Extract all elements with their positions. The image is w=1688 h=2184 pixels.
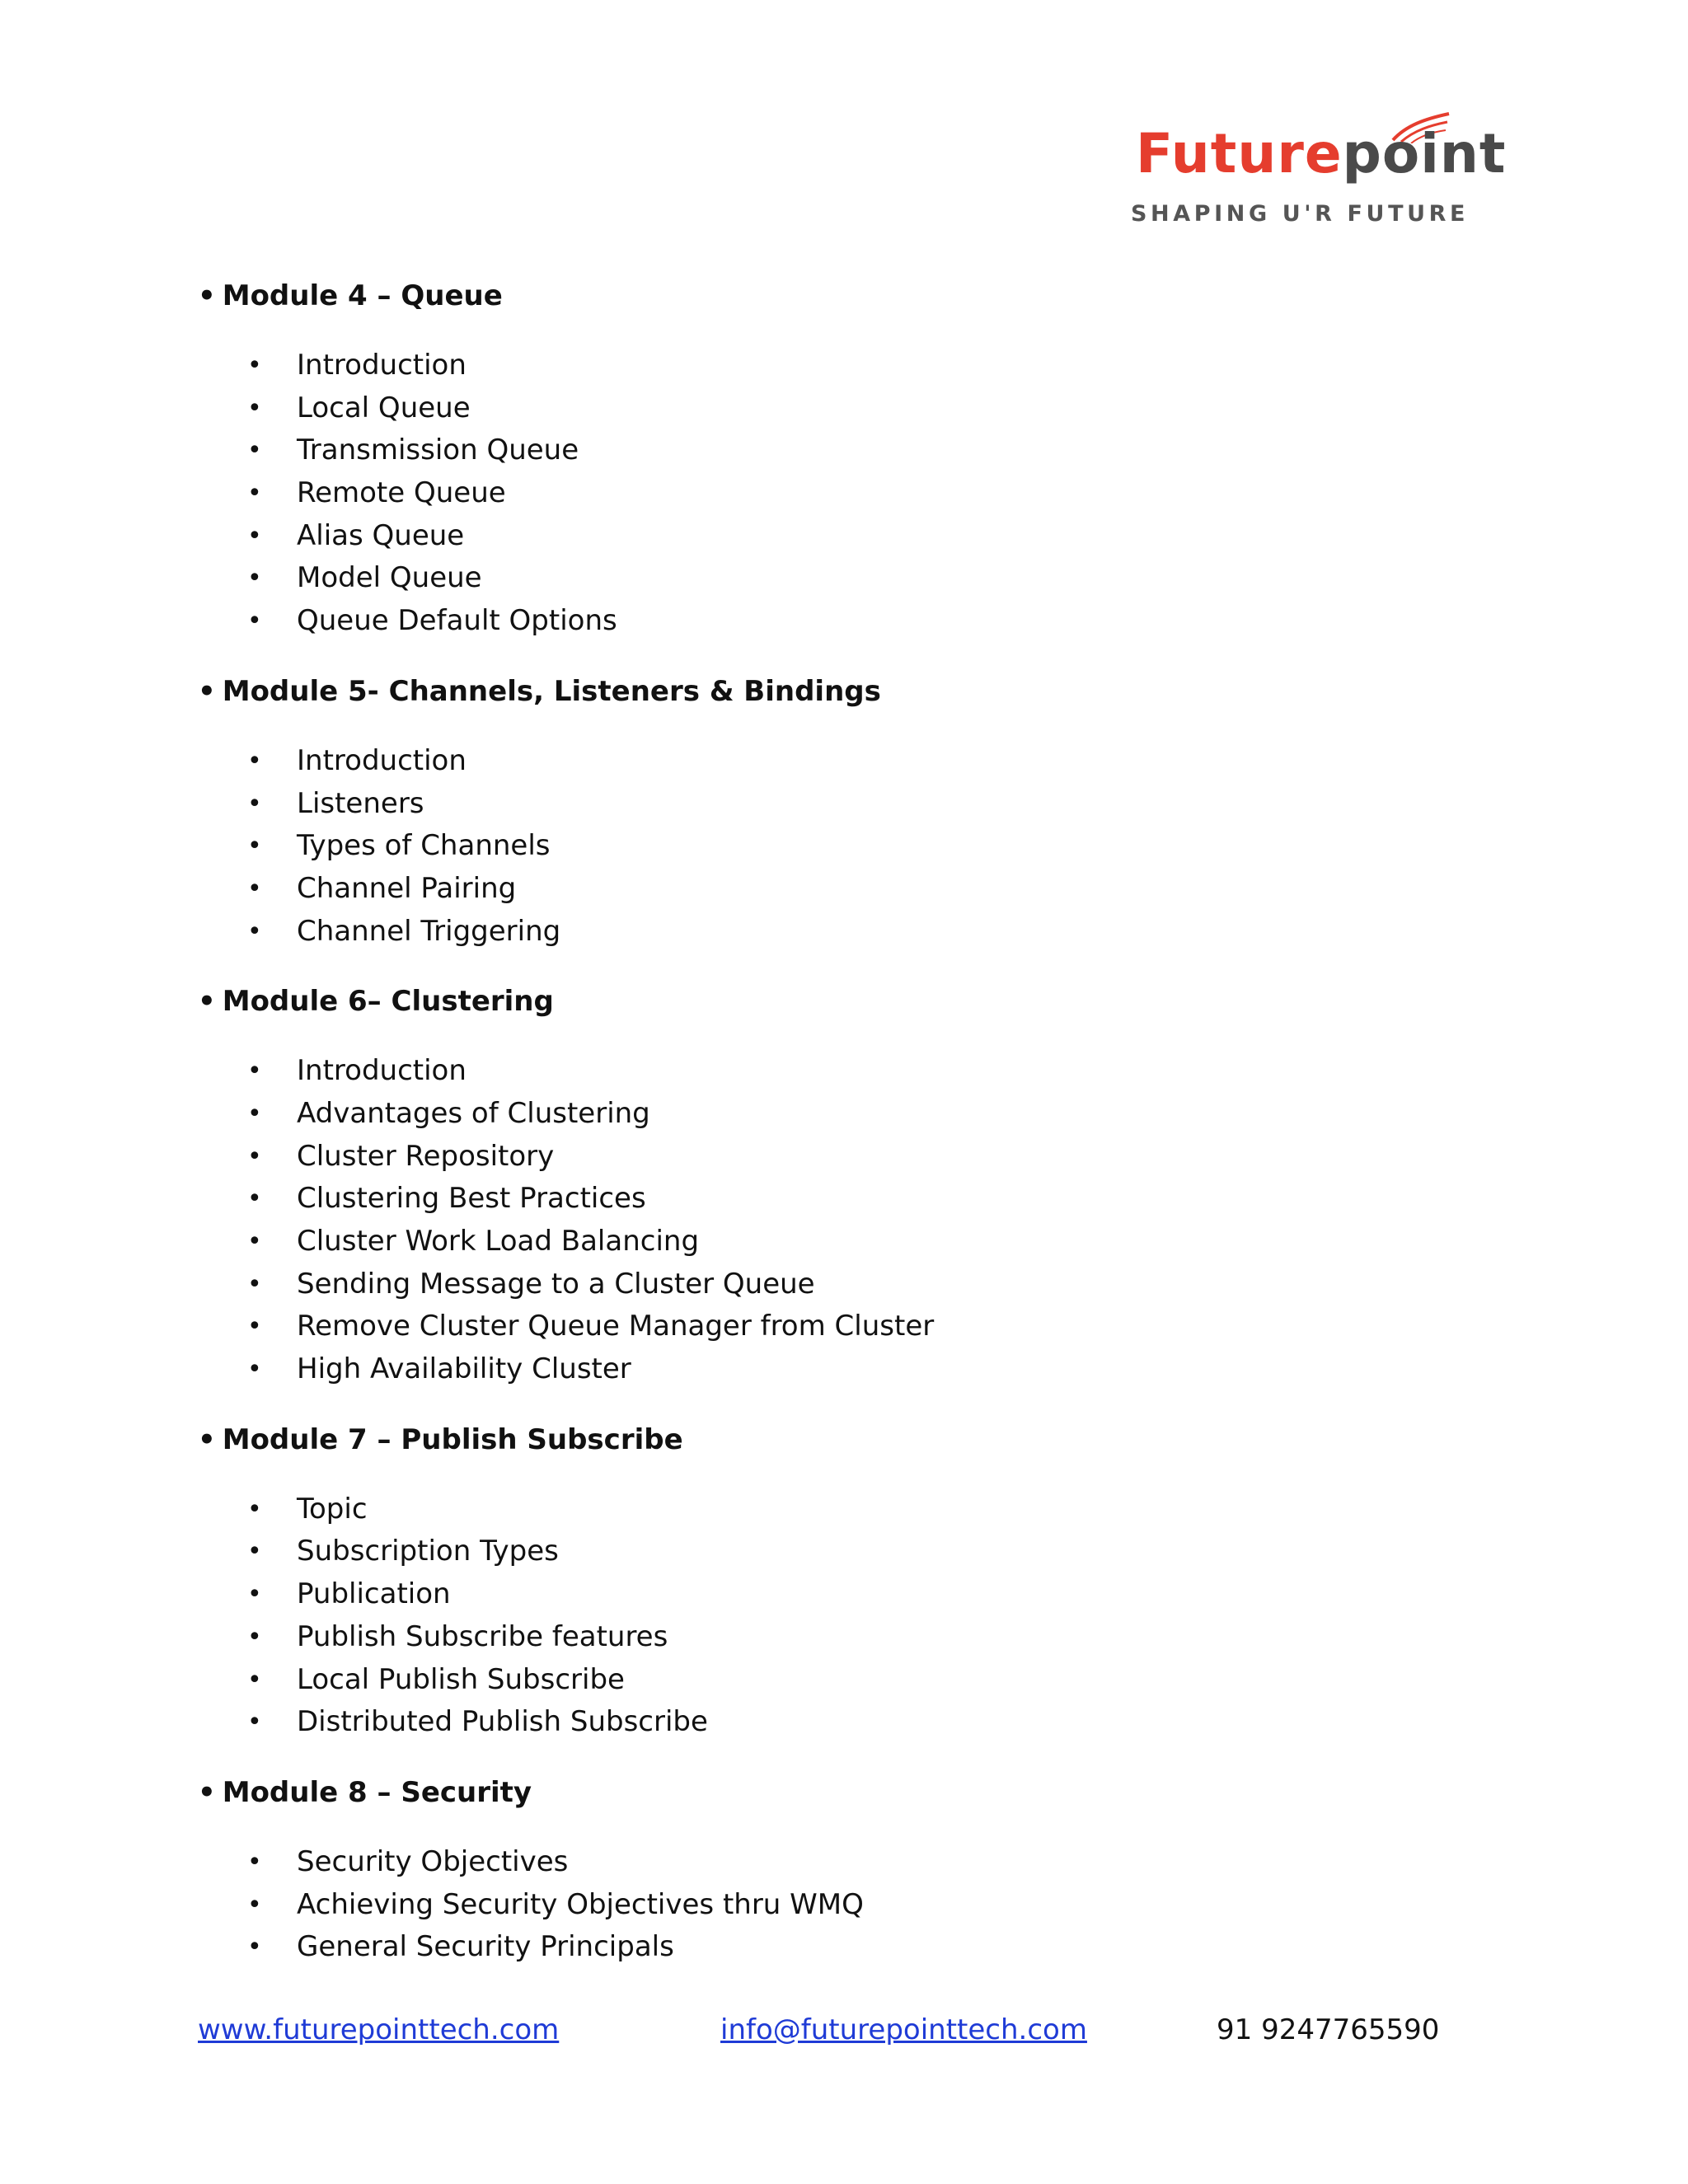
bullet-icon: • [247,1057,262,1086]
bullet-icon: • [247,479,262,509]
module-heading [198,671,1517,712]
module-heading [198,1772,1517,1813]
module-heading [198,1419,1517,1460]
topic-label: Channel Triggering [297,914,561,948]
topic-label: Channel Pairing [297,871,517,905]
logo-tagline: SHAPING U'R FUTURE [1131,201,1470,227]
bullet-icon: • [247,1494,262,1524]
bullet-icon: • [247,1622,262,1652]
topic-label: Advantages of Clustering [297,1096,650,1130]
topic-label: Transmission Queue [297,434,579,467]
topic-label: Topic [297,1492,368,1526]
topic-label: Local Publish Subscribe [297,1662,625,1696]
bullet-icon: • [247,1099,262,1128]
topic-label: General Security Principals [297,1930,674,1964]
bullet-icon: • [247,1269,262,1299]
bullet-icon: • [247,1312,262,1342]
module-title: Module 5- Channels, Listeners & Bindings [222,674,881,708]
heading-bullet-icon: • [198,1775,216,1809]
topic-label: Distributed Publish Subscribe [297,1705,708,1739]
topic-list [198,1488,1517,1744]
list-item [198,1348,1517,1391]
list-item [198,429,1517,472]
list-item [198,472,1517,515]
list-item [198,740,1517,783]
module-title: Module 6– Clustering [222,985,554,1019]
bullet-icon: • [247,1847,262,1877]
topic-label: Sending Message to a Cluster Queue [297,1267,815,1301]
email-link[interactable]: info@futurepointtech.com [720,2013,1087,2046]
topic-label: Cluster Repository [297,1139,555,1173]
topic-label: Queue Default Options [297,604,617,638]
topic-label: Types of Channels [297,829,551,863]
module-section [198,1419,1517,1744]
heading-bullet-icon: • [198,674,216,708]
bullet-icon: • [247,746,262,776]
topic-label: High Availability Cluster [297,1352,631,1386]
heading-bullet-icon: • [198,1422,216,1456]
bullet-icon: • [247,1141,262,1171]
list-item [198,911,1517,954]
list-item [198,387,1517,430]
bullet-icon: • [247,521,262,551]
module-title: Module 7 – Publish Subscribe [222,1422,683,1456]
heading-bullet-icon: • [198,279,216,312]
topic-label: Publication [297,1577,451,1611]
bullet-icon: • [247,1184,262,1214]
topic-label: Introduction [297,349,467,382]
bullet-icon: • [247,1708,262,1737]
topic-label: Introduction [297,1054,467,1088]
module-title: Module 4 – Queue [222,279,503,312]
phone-number: 91 9247765590 [1217,2013,1440,2046]
topic-label: Listeners [297,786,424,820]
list-item [198,1701,1517,1744]
list-item [198,1178,1517,1221]
page-footer [0,2009,1688,2050]
module-heading [198,981,1517,1022]
list-item [198,1263,1517,1306]
module-title: Module 8 – Security [222,1775,532,1809]
list-item [198,1305,1517,1348]
module-heading [198,275,1517,316]
topic-label: Cluster Work Load Balancing [297,1225,700,1258]
list-item [198,600,1517,643]
topic-list [198,1050,1517,1391]
list-item [198,1926,1517,1969]
bullet-icon: • [247,832,262,861]
company-logo [1128,105,1507,237]
list-item [198,557,1517,600]
list-item [198,1050,1517,1093]
bullet-icon: • [247,1665,262,1694]
topic-label: Clustering Best Practices [297,1182,646,1216]
topic-label: Remove Cluster Queue Manager from Cluster [297,1310,935,1343]
module-section [198,1772,1517,1969]
list-item [198,515,1517,558]
topic-label: Publish Subscribe features [297,1619,668,1653]
logo-word-future: Future [1136,122,1343,185]
list-item [198,1221,1517,1263]
topic-label: Subscription Types [297,1535,559,1568]
list-item [198,1884,1517,1927]
module-section [198,981,1517,1391]
heading-bullet-icon: • [198,985,216,1019]
bullet-icon: • [247,564,262,593]
list-item [198,1488,1517,1531]
website-link[interactable]: www.futurepointtech.com [198,2013,560,2046]
list-item [198,1659,1517,1702]
topic-label: Alias Queue [297,518,465,552]
list-item [198,783,1517,826]
topic-label: Remote Queue [297,476,506,510]
topic-list [198,740,1517,953]
bullet-icon: • [247,1227,262,1256]
topic-label: Security Objectives [297,1844,569,1878]
topic-label: Model Queue [297,561,482,595]
module-section [198,671,1517,953]
bullet-icon: • [247,1355,262,1385]
list-item [198,1841,1517,1884]
bullet-icon: • [247,1933,262,1962]
list-item [198,825,1517,868]
logo-wordmark [1136,122,1507,185]
topic-label: Achieving Security Objectives thru WMQ [297,1887,864,1921]
course-content [198,275,1517,1997]
bullet-icon: • [247,789,262,818]
list-item [198,344,1517,387]
topic-label: Local Queue [297,391,471,424]
list-item [198,1093,1517,1136]
list-item [198,1573,1517,1616]
bullet-icon: • [247,351,262,380]
topic-list [198,344,1517,643]
bullet-icon: • [247,607,262,636]
list-item [198,1616,1517,1659]
bullet-icon: • [247,1580,262,1610]
bullet-icon: • [247,393,262,423]
topic-list [198,1841,1517,1969]
bullet-icon: • [247,1890,262,1919]
bullet-icon: • [247,1537,262,1567]
logo-word-point: point [1342,122,1507,185]
list-item [198,1136,1517,1179]
bullet-icon: • [247,436,262,466]
list-item [198,868,1517,911]
list-item [198,1530,1517,1573]
bullet-icon: • [247,874,262,903]
module-section [198,275,1517,643]
topic-label: Introduction [297,743,467,777]
bullet-icon: • [247,916,262,946]
